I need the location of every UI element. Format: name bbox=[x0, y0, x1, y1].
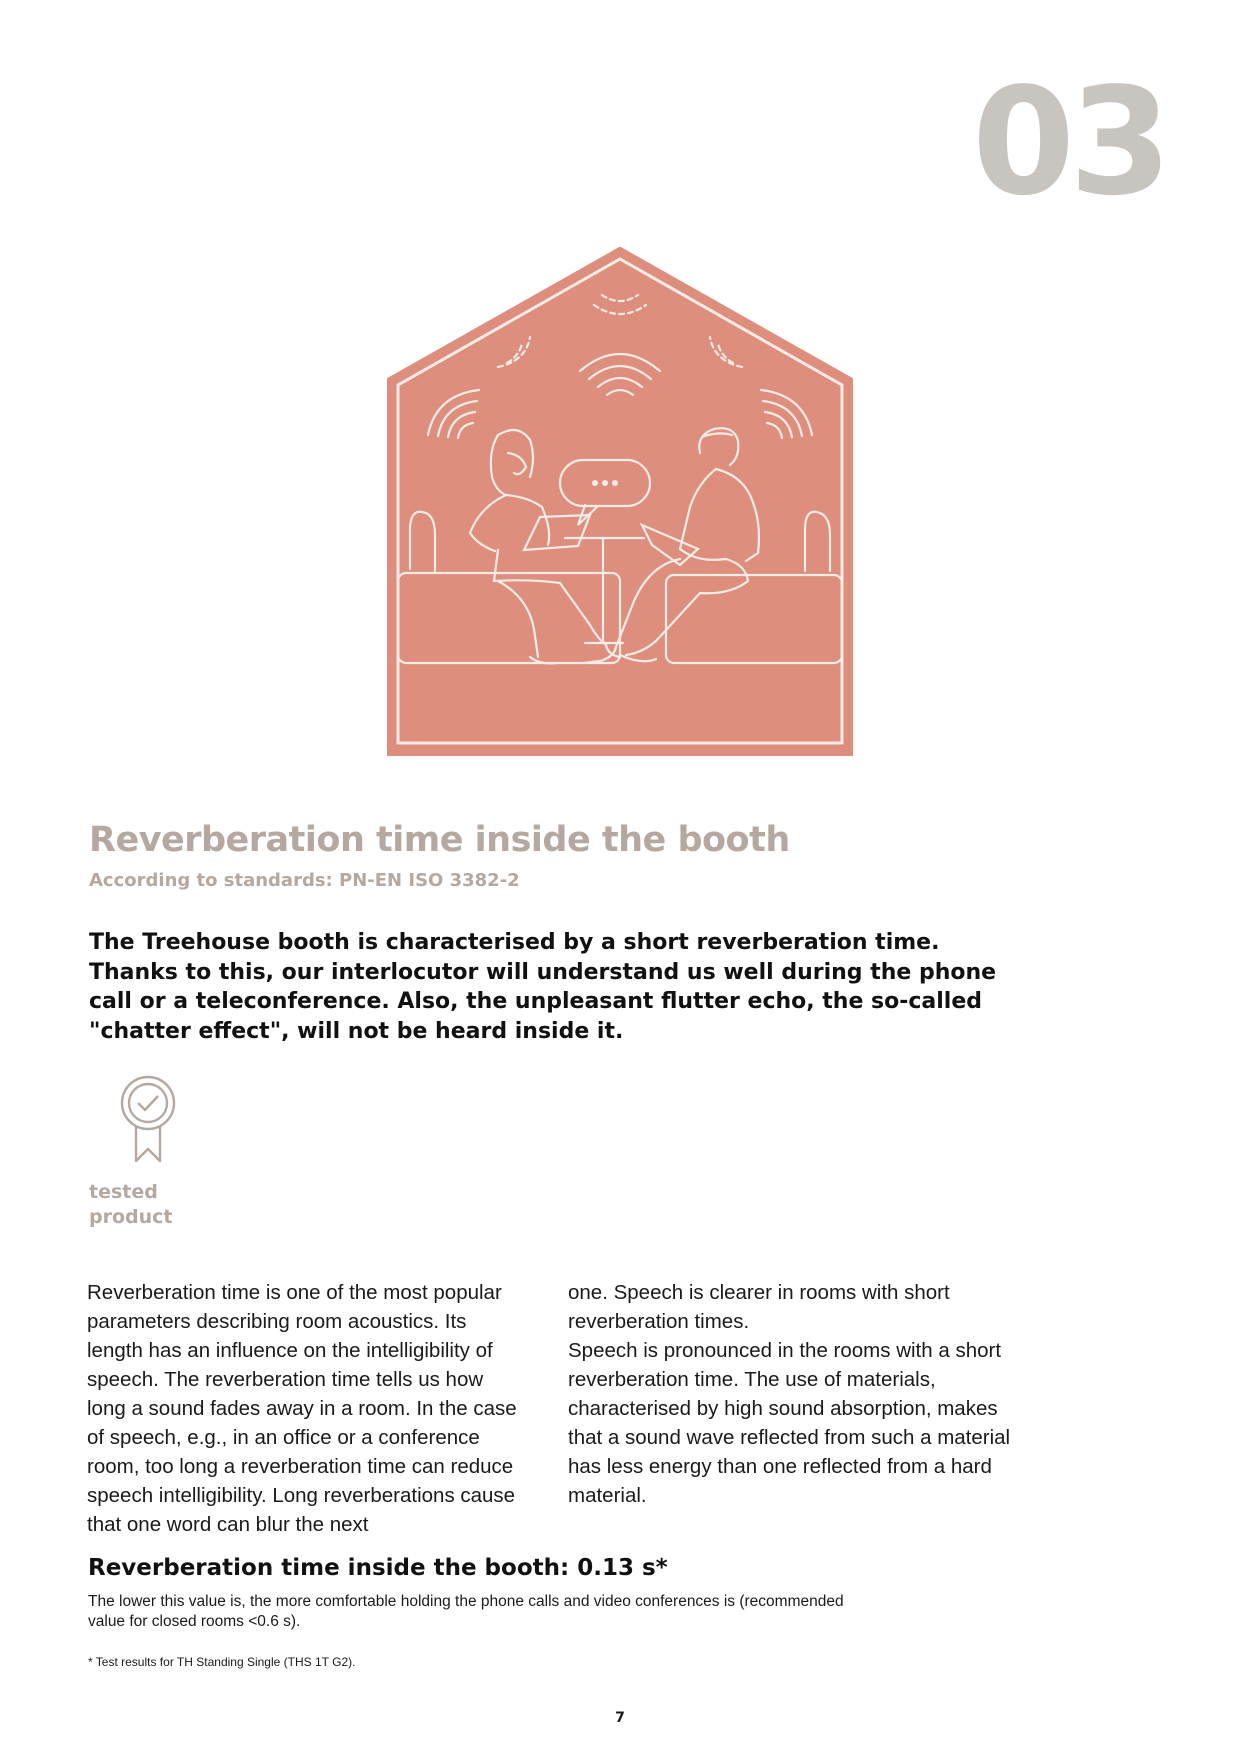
tested-product-label bbox=[89, 1180, 209, 1230]
award-ribbon-icon bbox=[118, 1075, 178, 1165]
body-right-paragraph-2: Speech is pronounced in the rooms with a short reverberation time. The use of materials, characterised by high sound absorption, makes that a sound wave reflected from such a material has less energy than one reflected from a hard material. bbox=[568, 1339, 1011, 1507]
booth-house-shape bbox=[390, 250, 850, 753]
body-right-column bbox=[568, 1278, 1013, 1510]
body-left-column: Reverberation time is one of the most popular parameters describing room acoustics. Its length has an influence on the intelligibility of speech. The reverberation time tells us how long a sound fades away in a room. In the case of speech, e.g., in an office or a conference room, too long a reverberation time can reduce speech intelligibility. Long reverberations cause that one word can blur the next bbox=[87, 1281, 517, 1536]
badge-label-line2: product bbox=[89, 1206, 173, 1228]
result-note: The lower this value is, the more comfortable holding the phone calls and video conferences is (recommended value for closed rooms <0.6 s). bbox=[88, 1593, 844, 1630]
page-number: 7 bbox=[615, 1710, 625, 1726]
booth-illustration bbox=[380, 245, 860, 760]
standard-reference: According to standards: PN-EN ISO 3382-2 bbox=[89, 870, 520, 891]
result-title: Reverberation time inside the booth: 0.13 s* bbox=[88, 1555, 668, 1581]
intro-paragraph: The Treehouse booth is characterised by a short reverberation time. Thanks to this, our interlocutor will understand us well during the phone call or a teleconference. Also, the unpleasant flutter echo, the so-called "chatter effect", will not be heard inside it. bbox=[89, 930, 997, 1044]
chapter-number: 03 bbox=[972, 56, 1166, 228]
footnote: * Test results for TH Standing Single (THS 1T G2). bbox=[88, 1655, 356, 1669]
badge-label-line1: tested bbox=[89, 1181, 158, 1203]
body-right-paragraph-1: one. Speech is clearer in rooms with short reverberation times. bbox=[568, 1281, 950, 1333]
section-title: Reverberation time inside the booth bbox=[89, 820, 790, 860]
speech-bubble-dots bbox=[592, 480, 618, 486]
